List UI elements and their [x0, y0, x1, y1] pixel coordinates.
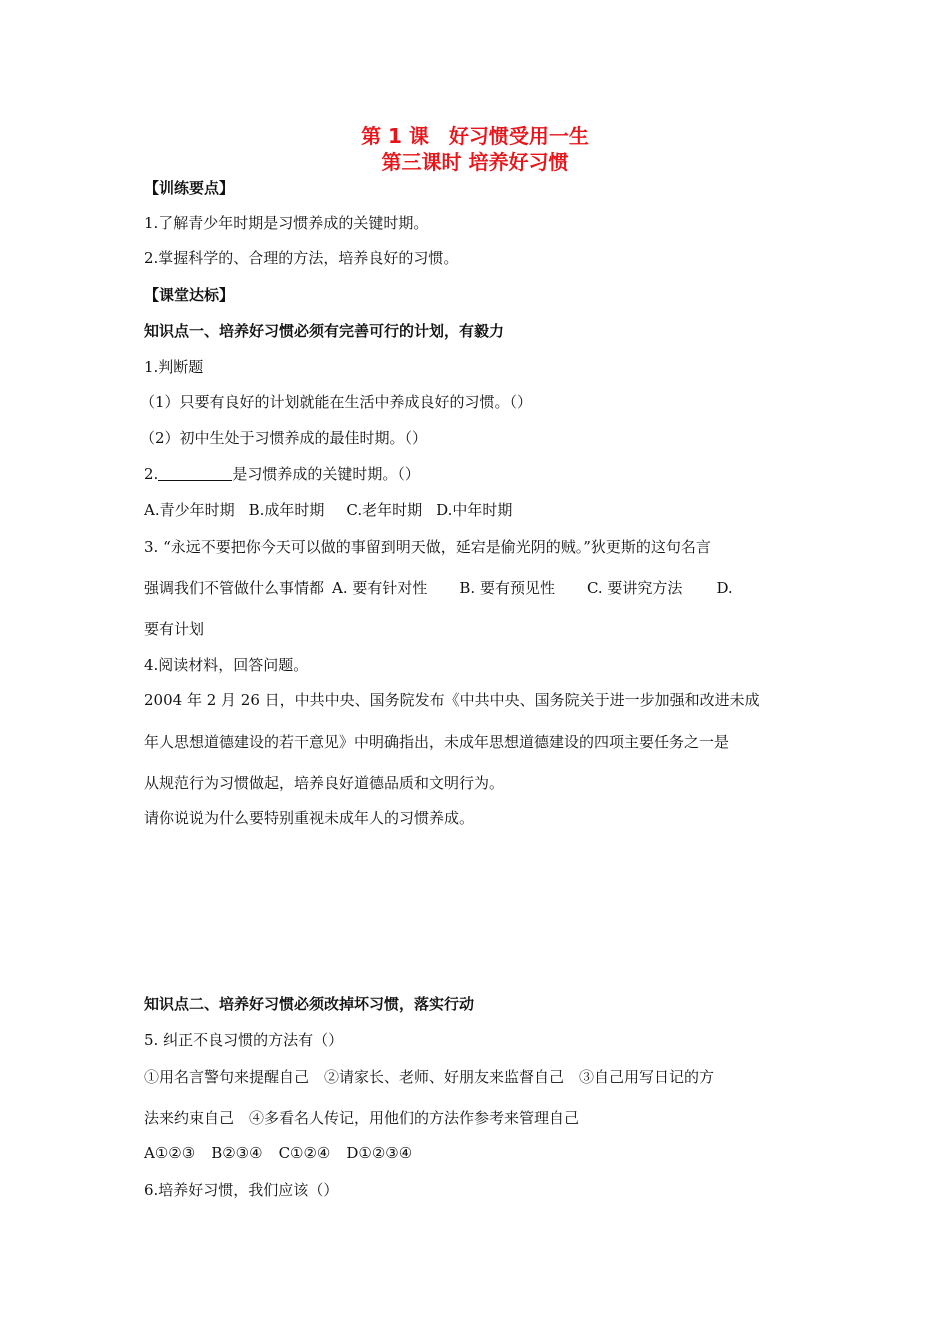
option-b: B②③④ [211, 1144, 263, 1162]
option-c: C①②④ [278, 1144, 331, 1162]
question-5-title: 5. 纠正不良习惯的方法有（） [144, 1031, 344, 1049]
lesson-subtitle: 第三课时 培养好习惯 [381, 150, 569, 174]
question-5-line-1: ①用名言警句来提醒自己 ②请家长、老师、好朋友来监督自己 ③自己用写日记的方 [144, 1068, 715, 1086]
question-3-line-3: 要有计划 [144, 620, 205, 638]
question-1-title: 1.判断题 [144, 358, 204, 376]
option-d: D①②③④ [346, 1144, 413, 1162]
question-5-line-2: 法来约束自己 ④多看名人传记，用他们的方法作参考来管理自己 [144, 1109, 580, 1127]
answer-blank [158, 465, 232, 481]
question-4-prompt: 请你说说为什么要特别重视未成年人的习惯养成。 [144, 809, 475, 827]
classroom-heading: 【课堂达标】 [144, 286, 235, 304]
question-2-text: 是习惯养成的关键时期。（） [232, 465, 420, 483]
training-heading: 【训练要点】 [144, 179, 235, 197]
option-a: A.青少年时期 [144, 501, 235, 519]
option-b: B.成年时期 [248, 501, 325, 519]
option-d: D. [716, 579, 733, 597]
question-3-line-1: 3. “永远不要把你今天可以做的事留到明天做，延宕是偷光阴的贼。”狄更斯的这句名言 [144, 538, 711, 556]
question-2-number: 2. [144, 465, 159, 483]
knowledge-point-1-heading: 知识点一、培养好习惯必须有完善可行的计划，有毅力 [144, 322, 505, 340]
question-4-material-line-3: 从规范行为习惯做起，培养良好道德品质和文明行为。 [144, 774, 505, 792]
question-6-title: 6.培养好习惯，我们应该（） [144, 1181, 339, 1199]
question-1-item-1: （1）只要有良好的计划就能在生活中养成良好的习惯。（） [140, 393, 533, 411]
question-4-material-line-1: 2004 年 2 月 26 日，中共中央、国务院发布《中共中央、国务院关于进一步加强和改进未成 [144, 691, 760, 709]
option-c: C. 要讲究方法 [586, 579, 683, 597]
question-2 [144, 464, 420, 484]
question-4-material-line-2: 年人思想道德建设的若干意见》中明确指出，未成年思想道德建设的四项主要任务之一是 [144, 733, 730, 751]
lesson-title: 第 1 课 好习惯受用一生 [361, 124, 589, 148]
question-1-item-2: （2）初中生处于习惯养成的最佳时期。（） [140, 429, 428, 447]
option-c: C.老年时期 [346, 501, 423, 519]
question-3-stem: 强调我们不管做什么事情都 [144, 579, 325, 597]
option-a: A. 要有针对性 [332, 579, 428, 597]
training-point-2: 2.掌握科学的、合理的方法，培养良好的习惯。 [144, 249, 459, 267]
option-d: D.中年时期 [436, 501, 513, 519]
training-point-1: 1.了解青少年时期是习惯养成的关键时期。 [144, 214, 429, 232]
option-b: B. 要有预见性 [459, 579, 555, 597]
question-5-options [144, 1143, 412, 1163]
option-a: A①②③ [144, 1144, 196, 1162]
question-4-title: 4.阅读材料，回答问题。 [144, 656, 309, 674]
knowledge-point-2-heading: 知识点二、培养好习惯必须改掉坏习惯，落实行动 [144, 995, 475, 1013]
question-2-options [144, 500, 512, 520]
question-3-line-2 [144, 578, 733, 598]
